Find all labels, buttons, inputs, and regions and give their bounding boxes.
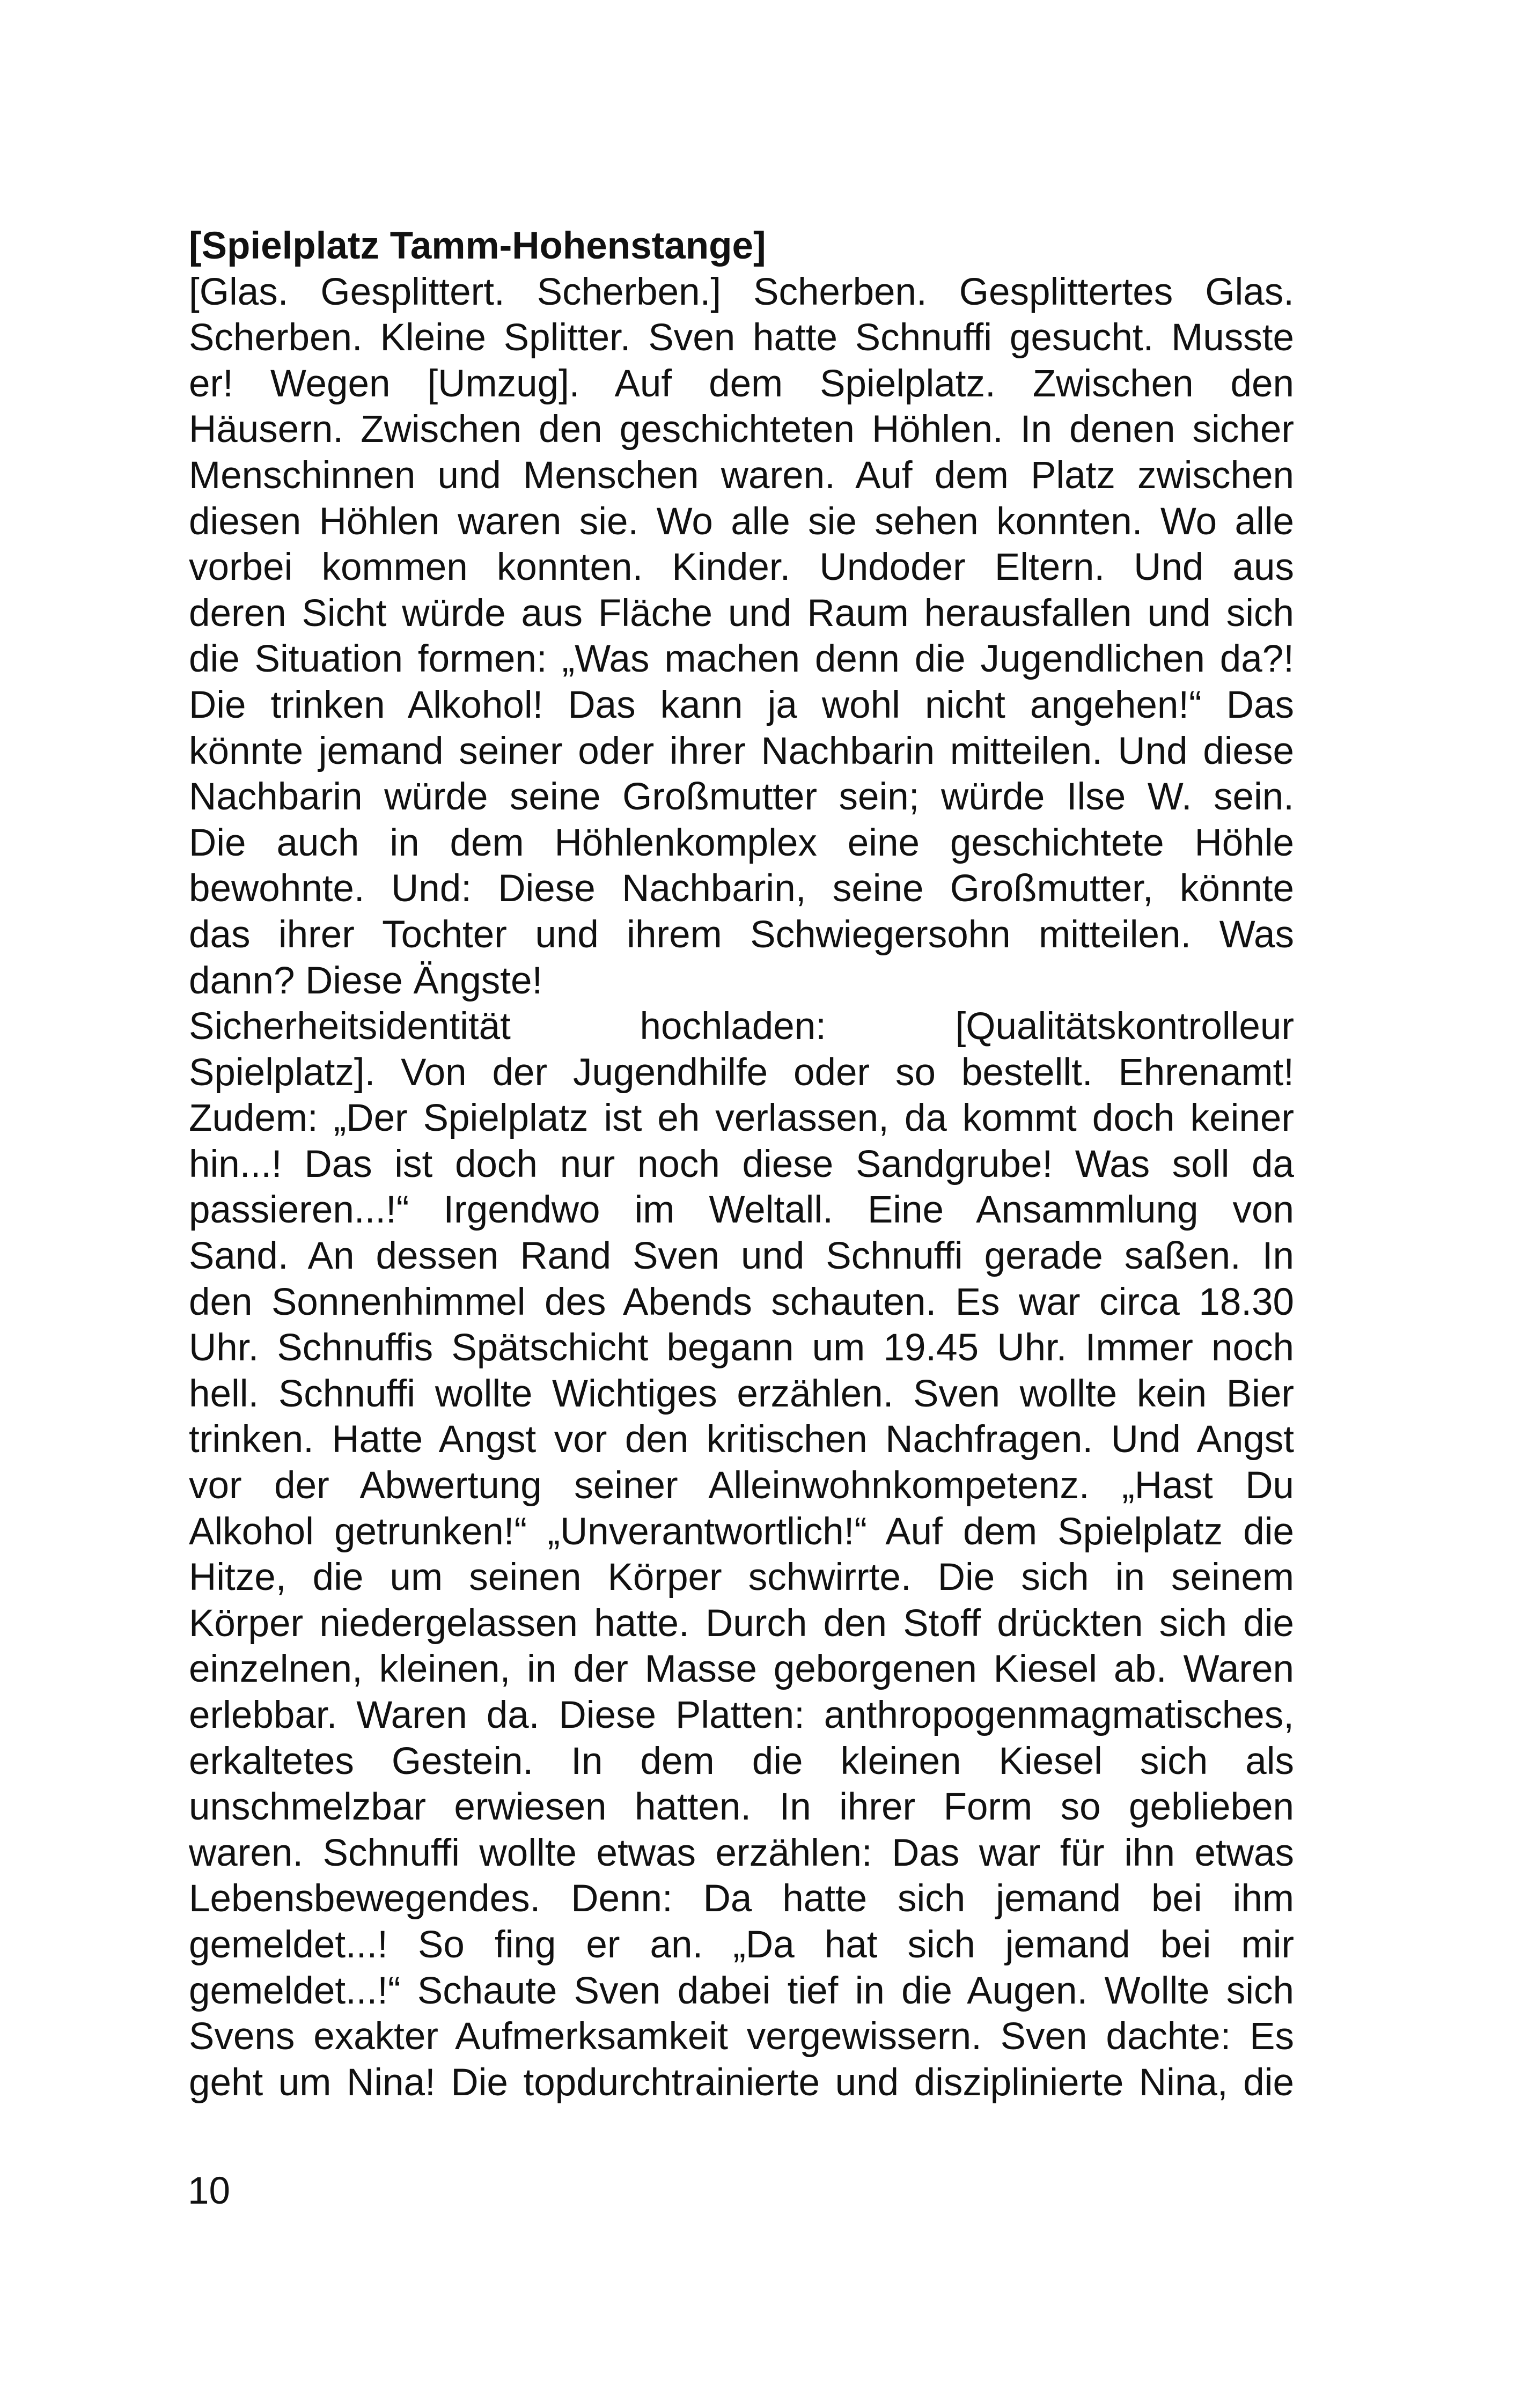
section-heading: [Spielplatz Tamm-Hohenstange] bbox=[189, 225, 766, 267]
text-line: hin...! Das ist doch nur noch diese Sandgrube! Was soll da bbox=[189, 1143, 1294, 1185]
text-line: Sicherheitsidentität hochladen: [Qualitätskontrolleur bbox=[189, 1005, 1294, 1048]
text-line: gemeldet...!“ Schaute Sven dabei tief in die Augen. Wollte sich bbox=[189, 1969, 1294, 2012]
text-line: erlebbar. Waren da. Diese Platten: anthropogenmagmatisches, bbox=[189, 1694, 1294, 1736]
text-line: Die auch in dem Höhlenkomplex eine geschichtete Höhle bbox=[189, 821, 1294, 864]
text-line: diesen Höhlen waren sie. Wo alle sie sehen konnten. Wo alle bbox=[189, 500, 1294, 543]
text-line: bewohnte. Und: Diese Nachbarin, seine Großmutter, könnte bbox=[189, 867, 1294, 910]
text-line: Lebensbewegendes. Denn: Da hatte sich jemand bei ihm bbox=[189, 1877, 1294, 1920]
text-line: [Glas. Gesplittert. Scherben.] Scherben. Gesplittertes Glas. bbox=[189, 270, 1294, 313]
text-line: das ihrer Tochter und ihrem Schwiegersohn mitteilen. Was bbox=[189, 913, 1294, 956]
text-line: gemeldet...! So fing er an. „Da hat sich jemand bei mir bbox=[189, 1923, 1294, 1966]
text-line: dann? Diese Ängste! bbox=[189, 959, 543, 1002]
text-line: den Sonnenhimmel des Abends schauten. Es war circa 18.30 bbox=[189, 1280, 1294, 1323]
text-line: Scherben. Kleine Splitter. Sven hatte Schnuffi gesucht. Musste bbox=[189, 316, 1294, 359]
text-line: Häusern. Zwischen den geschichteten Höhlen. In denen sicher bbox=[189, 408, 1294, 451]
text-line: geht um Nina! Die topdurchtrainierte und disziplinierte Nina, die bbox=[189, 2061, 1294, 2104]
text-line: Spielplatz]. Von der Jugendhilfe oder so bestellt. Ehrenamt! bbox=[189, 1051, 1294, 1094]
text-line: Uhr. Schnuffis Spätschicht begann um 19.45 Uhr. Immer noch bbox=[189, 1327, 1294, 1369]
paragraph-lines bbox=[189, 269, 1294, 2106]
text-line: einzelnen, kleinen, in der Masse geborgenen Kiesel ab. Waren bbox=[189, 1648, 1294, 1691]
text-line: Menschinnen und Menschen waren. Auf dem Platz zwischen bbox=[189, 454, 1294, 497]
text-line: die Situation formen: „Was machen denn die Jugendlichen da?! bbox=[189, 638, 1294, 681]
text-line: deren Sicht würde aus Fläche und Raum herausfallen und sich bbox=[189, 592, 1294, 635]
text-line: waren. Schnuffi wollte etwas erzählen: Das war für ihn etwas bbox=[189, 1831, 1294, 1874]
text-line: Körper niedergelassen hatte. Durch den Stoff drückten sich die bbox=[189, 1602, 1294, 1645]
text-line: Sand. An dessen Rand Sven und Schnuffi gerade saßen. In bbox=[189, 1235, 1294, 1278]
text-line: unschmelzbar erwiesen hatten. In ihrer Form so geblieben bbox=[189, 1786, 1294, 1829]
text-line: er! Wegen [Umzug]. Auf dem Spielplatz. Zwischen den bbox=[189, 362, 1294, 405]
text-line: vorbei kommen konnten. Kinder. Undoder Eltern. Und aus bbox=[189, 546, 1294, 589]
text-line: hell. Schnuffi wollte Wichtiges erzählen. Sven wollte kein Bier bbox=[189, 1372, 1294, 1415]
text-line: Nachbarin würde seine Großmutter sein; würde Ilse W. sein. bbox=[189, 776, 1294, 819]
text-line: Zudem: „Der Spielplatz ist eh verlassen, da kommt doch keiner bbox=[189, 1097, 1294, 1140]
text-line: trinken. Hatte Angst vor den kritischen Nachfragen. Und Angst bbox=[189, 1418, 1294, 1461]
page-number: 10 bbox=[188, 2170, 230, 2212]
text-line: könnte jemand seiner oder ihrer Nachbarin mitteilen. Und diese bbox=[189, 730, 1294, 772]
text-line: vor der Abwertung seiner Alleinwohnkompetenz. „Hast Du bbox=[189, 1464, 1294, 1507]
text-line: Die trinken Alkohol! Das kann ja wohl nicht angehen!“ Das bbox=[189, 683, 1294, 726]
text-line: Hitze, die um seinen Körper schwirrte. Die sich in seinem bbox=[189, 1556, 1294, 1599]
text-line: Alkohol getrunken!“ „Unverantwortlich!“ Auf dem Spielplatz die bbox=[189, 1510, 1294, 1553]
body-text bbox=[189, 223, 1294, 2105]
text-line: erkaltetes Gestein. In dem die kleinen Kiesel sich als bbox=[189, 1740, 1294, 1783]
text-line: passieren...!“ Irgendwo im Weltall. Eine Ansammlung von bbox=[189, 1189, 1294, 1232]
text-line: Svens exakter Aufmerksamkeit vergewissern. Sven dachte: Es bbox=[189, 2015, 1294, 2058]
